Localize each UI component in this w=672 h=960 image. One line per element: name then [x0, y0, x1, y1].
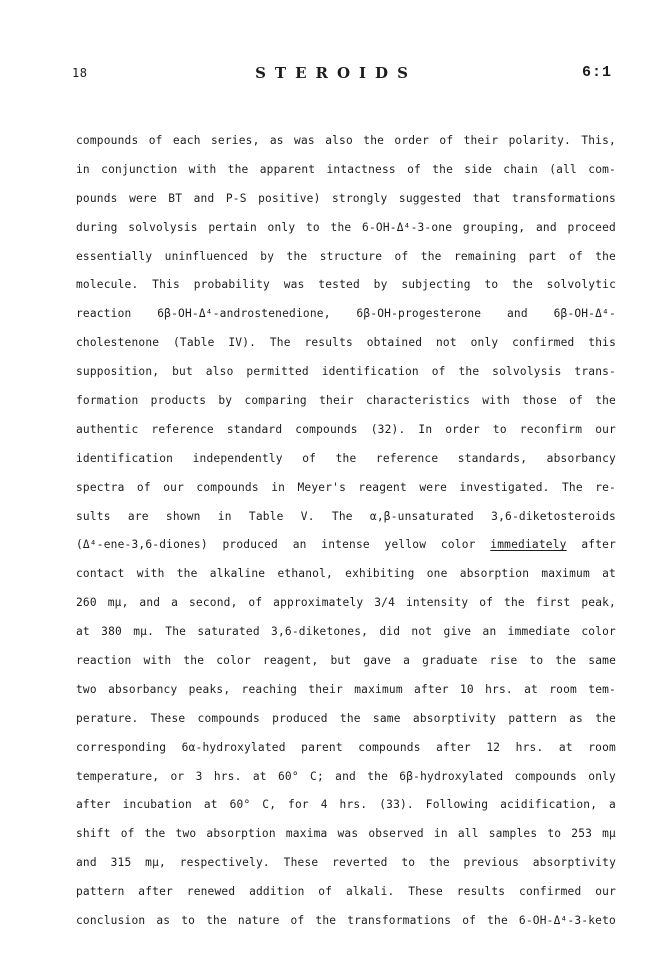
text-line: formation products by comparing their characteristics with those of the [76, 394, 616, 408]
text-line: in conjunction with the apparent intactness of the side chain (all com- [76, 162, 616, 176]
text-line: 260 mμ, and a second, of approximately 3/4 intensity of the first peak, [76, 596, 616, 610]
page-number: 18 [72, 66, 88, 80]
text-line: spectra of our compounds in Meyer's reagent were investigated. The re- [76, 480, 616, 494]
text-line: pounds were BT and P-S positive) strongly suggested that transformations [76, 191, 616, 205]
text-line: conclusion as to the nature of the transformations of the 6-OH-Δ⁴-3-keto [76, 914, 616, 928]
text-line: perature. These compounds produced the same absorptivity pattern as the [76, 711, 616, 725]
text-line: temperature, or 3 hrs. at 60° C; and the 6β-hydroxylated compounds only [76, 769, 616, 783]
text-line: after incubation at 60° C, for 4 hrs. (33). Following acidification, a [76, 798, 616, 812]
text-line: essentially uninfluenced by the structure of the remaining part of the [76, 249, 616, 263]
text-line: molecule. This probability was tested by subjecting to the solvolytic [76, 278, 616, 292]
body-text [76, 131, 616, 940]
underlined-word: immediately [490, 538, 567, 552]
text-line: identification independently of the reference standards, absorbancy [76, 451, 616, 465]
text-line: corresponding 6α-hydroxylated parent compounds after 12 hrs. at room [76, 740, 616, 754]
text-line: at 380 mμ. The saturated 3,6-diketones, did not give an immediate color [76, 625, 616, 639]
issue-number: 6:1 [581, 64, 612, 81]
text-line: compounds of each series, as was also the order of their polarity. This, [76, 134, 616, 147]
text-line: cholestenone (Table IV). The results obtained not only confirmed this [76, 336, 616, 350]
text-line: reaction with the color reagent, but gave a graduate rise to the same [76, 654, 616, 668]
journal-title: STEROIDS [255, 64, 417, 82]
text-fragment: (Δ⁴-ene-3,6-diones) produced an intense yellow color [76, 538, 476, 552]
text-line: contact with the alkaline ethanol, exhibiting one absorption maximum at [76, 567, 616, 581]
text-fragment: after [581, 538, 617, 552]
page-header [0, 66, 672, 90]
text-line: authentic reference standard compounds (32). In order to reconfirm our [76, 422, 616, 436]
text-line: during solvolysis pertain only to the 6-OH-Δ⁴-3-one grouping, and proceed [76, 220, 616, 234]
text-line: reaction 6β-OH-Δ⁴-androstenedione, 6β-OH-progesterone and 6β-OH-Δ⁴- [76, 307, 616, 321]
text-line: sults are shown in Table V. The α,β-unsaturated 3,6-diketosteroids [76, 509, 616, 523]
text-line [76, 535, 616, 564]
text-line: supposition, but also permitted identification of the solvolysis trans- [76, 365, 616, 379]
text-line: and 315 mμ, respectively. These reverted to the previous absorptivity [76, 856, 616, 870]
text-line: pattern after renewed addition of alkali. These results confirmed our [76, 885, 616, 899]
text-line: shift of the two absorption maxima was observed in all samples to 253 mμ [76, 827, 616, 841]
text-line: two absorbancy peaks, reaching their maximum after 10 hrs. at room tem- [76, 682, 616, 696]
